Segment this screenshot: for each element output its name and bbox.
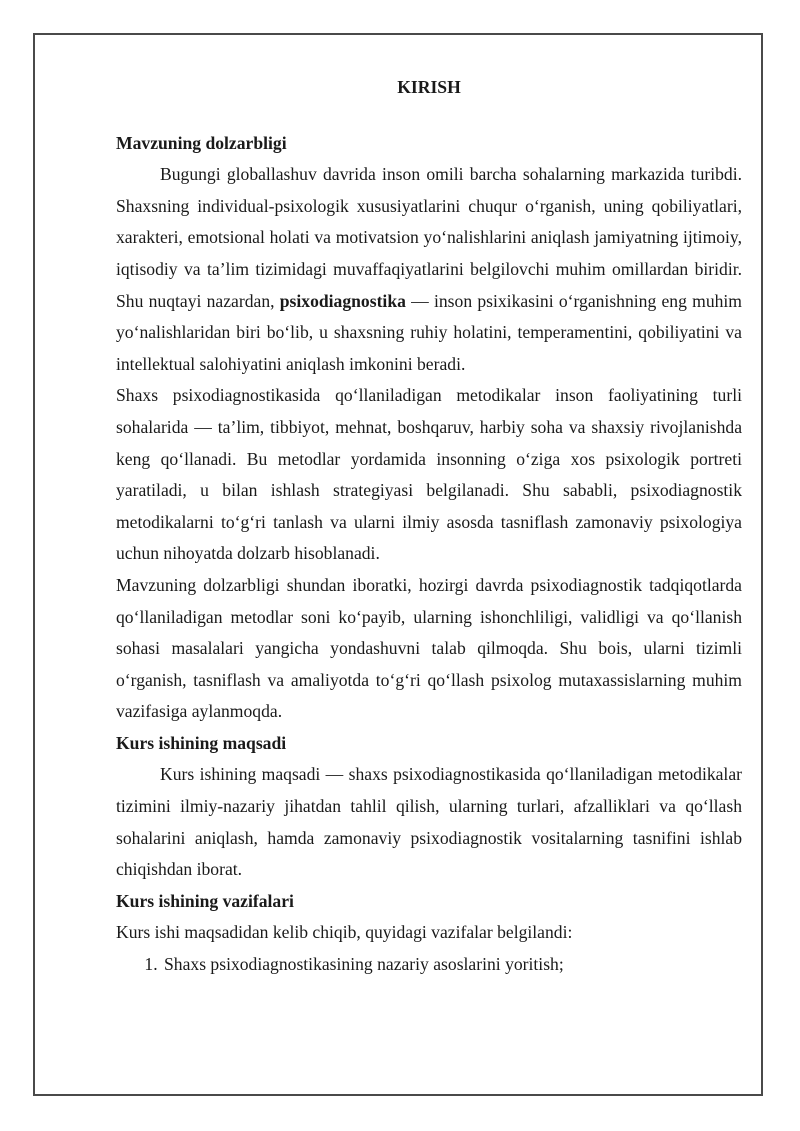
document-body [116,72,742,981]
section-heading-goal: Kurs ishining maqsadi [116,732,287,753]
paragraph-text: Bugungi globallashuv davrida inson omili barcha sohalarning markazida turibdi. Shaxsning individual-psixologik xususiyatlarini chuqur o‘rganish, uning qobiliyatlari, xarakteri, emotsional holati va motivatsion yo‘nalishlarini aniqlash jamiyatning ijtimoiy, iqtisodiy va ta’lim tizimidagi muvaffaqiyatlarini belgilovchi muhim omillardan biridir. Shu nuqtayi nazardan, [116,164,742,311]
tasks-list [116,949,742,981]
bold-term: psixodiagnostika [279,290,406,311]
section-heading-tasks: Kurs ishining vazifalari [116,890,294,911]
goal-paragraph: Kurs ishining maqsadi — shaxs psixodiagnostikasida qo‘llaniladigan metodikalar tizimini ilmiy-nazariy jihatdan tahlil qilish, ularning turlari, afzalliklari va qo‘llash sohalarini aniqlash, hamda zamonaviy psixodiagnostik vositalarning tasnifini ishlab chiqishdan iborat. [116,764,742,880]
relevance-paragraph-2: Shaxs psixodiagnostikasida qo‘llaniladigan metodikalar inson faoliyatining turli sohalarida — ta’lim, tibbiyot, mehnat, boshqaruv, harbiy soha va shaxsiy rivojlanishda keng qo‘llanadi. Bu metodlar yordamida insonning o‘ziga xos psixologik portreti yaratiladi, u bilan ishlash strategiyasi belgilanadi. Shu sababli, psixodiagnostik metodikalarni to‘g‘ri tanlash va ularni ilmiy asosda tasniflash zamonaviy psixologiya uchun nihoyatda dolzarb hisoblanadi. [116,385,742,564]
section-heading-relevance: Mavzuning dolzarbligi [116,132,287,153]
relevance-paragraph-3: Mavzuning dolzarbligi shundan iboratki, hozirgi davrda psixodiagnostik tadqiqotlarda qo‘llaniladigan metodlar soni ko‘payib, ularning ishonchliligi, validligi va qo‘llanish sohasi masalalari yangicha yondashuvni talab qilmoqda. Shu bois, ularni tizimli o‘rganish, tasniflash va amaliyotda to‘g‘ri qo‘llash psixolog mutaxassislarning muhim vazifasiga aylanmoqda. [116,574,742,722]
tasks-intro: Kurs ishi maqsadidan kelib chiqib, quyidagi vazifalar belgilandi: [116,922,573,943]
paragraph-text: — inson psixikasini o‘rganishning eng muhim yo‘nalishlaridan biri bo‘lib, u shaxsning ruhiy holatini, temperamentini, qobiliyatini va intellektual salohiyatini aniqlash imkonini beradi. [116,290,742,374]
relevance-paragraph-1 [116,159,742,380]
list-item: 1. Shaxs psixodiagnostikasining nazariy asoslarini yoritish; [162,949,742,981]
page-title: KIRISH [397,77,461,97]
